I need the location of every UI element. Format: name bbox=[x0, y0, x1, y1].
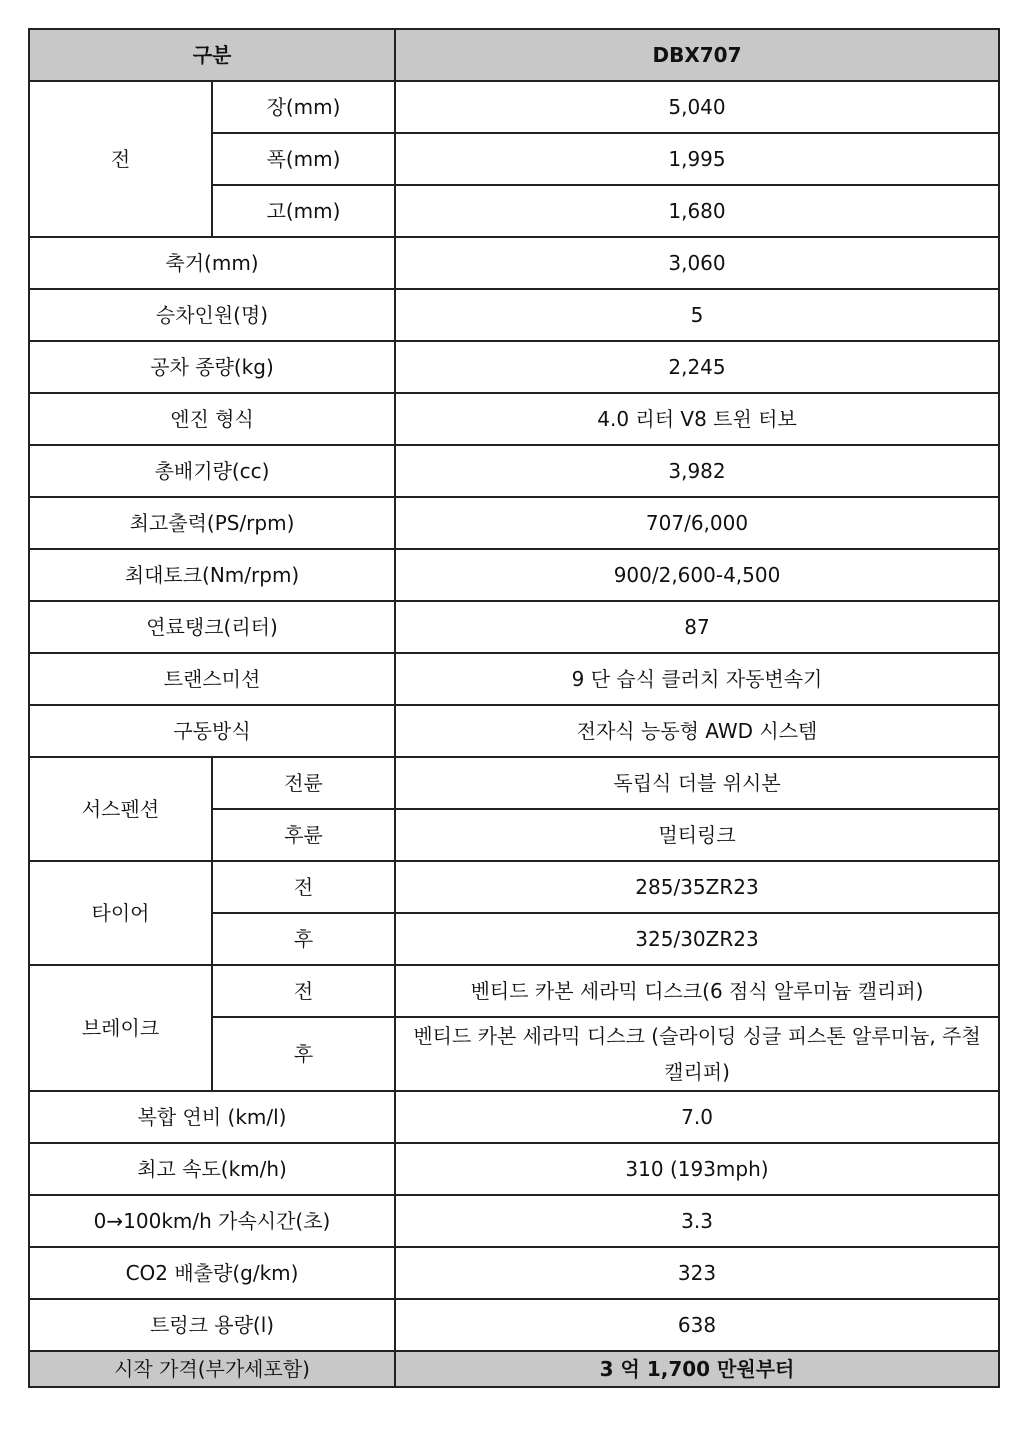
table-row bbox=[29, 237, 999, 289]
table-row bbox=[29, 497, 999, 549]
group-label-suspension: 서스펜션 bbox=[29, 757, 212, 861]
spec-label: 공차 종량(kg) bbox=[29, 341, 395, 393]
spec-value: 87 bbox=[395, 601, 999, 653]
spec-value: 285/35ZR23 bbox=[395, 861, 999, 913]
spec-value: 1,680 bbox=[395, 185, 999, 237]
table-row bbox=[29, 549, 999, 601]
spec-value: 7.0 bbox=[395, 1091, 999, 1143]
spec-label: 트랜스미션 bbox=[29, 653, 395, 705]
spec-label: CO2 배출량(g/km) bbox=[29, 1247, 395, 1299]
spec-label: 승차인원(명) bbox=[29, 289, 395, 341]
table-row bbox=[29, 393, 999, 445]
spec-label: 트렁크 용량(l) bbox=[29, 1299, 395, 1351]
group-label-brakes: 브레이크 bbox=[29, 965, 212, 1091]
table-row bbox=[29, 757, 999, 809]
header-row bbox=[29, 29, 999, 81]
sub-label: 폭(mm) bbox=[212, 133, 395, 185]
spec-value: 벤티드 카본 세라믹 디스크(6 점식 알루미늄 캘리퍼) bbox=[395, 965, 999, 1017]
spec-label: 0→100km/h 가속시간(초) bbox=[29, 1195, 395, 1247]
table-row bbox=[29, 1247, 999, 1299]
price-value: 3 억 1,700 만원부터 bbox=[395, 1351, 999, 1387]
spec-value: 707/6,000 bbox=[395, 497, 999, 549]
spec-value: 3.3 bbox=[395, 1195, 999, 1247]
price-label: 시작 가격(부가세포함) bbox=[29, 1351, 395, 1387]
spec-value: 3,060 bbox=[395, 237, 999, 289]
table-row bbox=[29, 1299, 999, 1351]
table-row bbox=[29, 1143, 999, 1195]
spec-value: 3,982 bbox=[395, 445, 999, 497]
spec-label: 최고출력(PS/rpm) bbox=[29, 497, 395, 549]
spec-value: 전자식 능동형 AWD 시스템 bbox=[395, 705, 999, 757]
spec-value: 2,245 bbox=[395, 341, 999, 393]
spec-label: 최고 속도(km/h) bbox=[29, 1143, 395, 1195]
spec-value: 5 bbox=[395, 289, 999, 341]
sub-label: 후 bbox=[212, 1017, 395, 1091]
spec-label: 엔진 형식 bbox=[29, 393, 395, 445]
table-row bbox=[29, 1195, 999, 1247]
table-row bbox=[29, 1091, 999, 1143]
spec-value: 9 단 습식 클러치 자동변속기 bbox=[395, 653, 999, 705]
header-model: DBX707 bbox=[395, 29, 999, 81]
sub-label: 전 bbox=[212, 965, 395, 1017]
table-row bbox=[29, 653, 999, 705]
table-row bbox=[29, 81, 999, 133]
spec-value: 독립식 더블 위시본 bbox=[395, 757, 999, 809]
sub-label: 장(mm) bbox=[212, 81, 395, 133]
spec-label: 구동방식 bbox=[29, 705, 395, 757]
sub-label: 고(mm) bbox=[212, 185, 395, 237]
group-label-dimensions: 전 bbox=[29, 81, 212, 237]
table-row bbox=[29, 341, 999, 393]
spec-value: 멀티링크 bbox=[395, 809, 999, 861]
spec-table bbox=[28, 28, 1000, 1388]
spec-value: 323 bbox=[395, 1247, 999, 1299]
table-row bbox=[29, 861, 999, 913]
spec-value: 325/30ZR23 bbox=[395, 913, 999, 965]
price-row bbox=[29, 1351, 999, 1387]
sub-label: 전륜 bbox=[212, 757, 395, 809]
spec-value: 벤티드 카본 세라믹 디스크 (슬라이딩 싱글 피스톤 알루미늄, 주철 캘리퍼) bbox=[395, 1017, 999, 1091]
spec-label: 축거(mm) bbox=[29, 237, 395, 289]
spec-value: 900/2,600-4,500 bbox=[395, 549, 999, 601]
table-row bbox=[29, 601, 999, 653]
table-row bbox=[29, 289, 999, 341]
spec-value: 1,995 bbox=[395, 133, 999, 185]
table-row bbox=[29, 965, 999, 1017]
sub-label: 후륜 bbox=[212, 809, 395, 861]
spec-value: 310 (193mph) bbox=[395, 1143, 999, 1195]
sub-label: 후 bbox=[212, 913, 395, 965]
sub-label: 전 bbox=[212, 861, 395, 913]
spec-table-body bbox=[29, 29, 999, 1387]
spec-label: 복합 연비 (km/l) bbox=[29, 1091, 395, 1143]
table-row bbox=[29, 705, 999, 757]
spec-label: 최대토크(Nm/rpm) bbox=[29, 549, 395, 601]
spec-label: 총배기량(cc) bbox=[29, 445, 395, 497]
spec-label: 연료탱크(리터) bbox=[29, 601, 395, 653]
spec-value: 4.0 리터 V8 트윈 터보 bbox=[395, 393, 999, 445]
table-row bbox=[29, 445, 999, 497]
header-category: 구분 bbox=[29, 29, 395, 81]
spec-value: 5,040 bbox=[395, 81, 999, 133]
group-label-tires: 타이어 bbox=[29, 861, 212, 965]
spec-value: 638 bbox=[395, 1299, 999, 1351]
